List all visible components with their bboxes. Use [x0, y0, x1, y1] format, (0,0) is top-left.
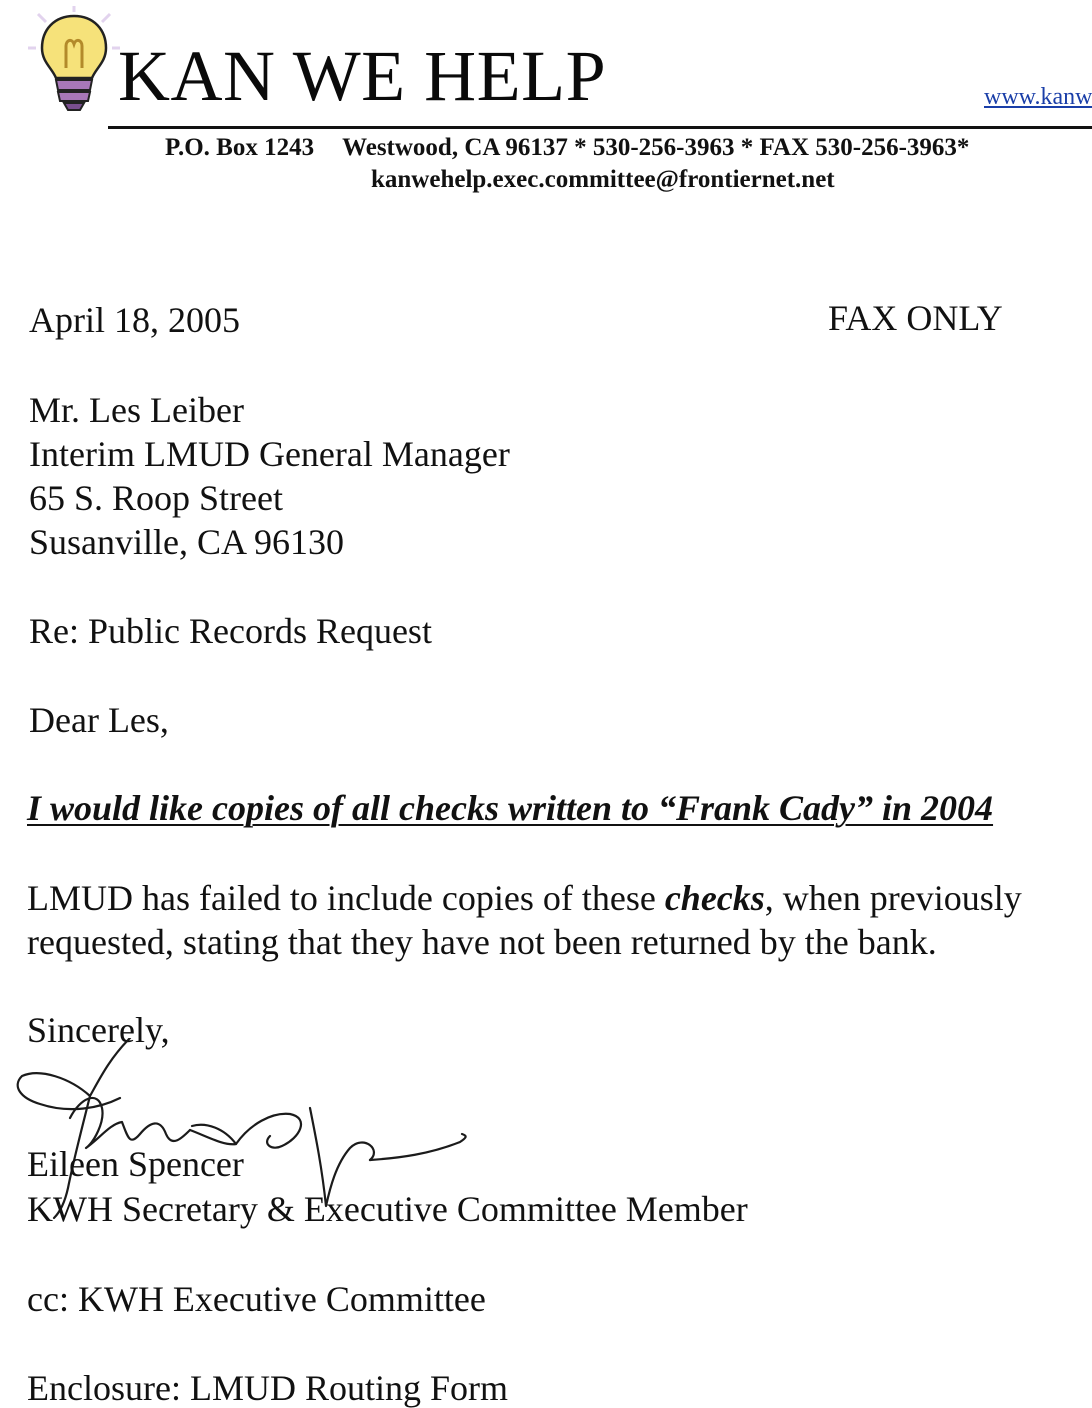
recipient-city: Susanville, CA 96130 [29, 522, 345, 562]
email-address[interactable]: kanwehelp.exec.committee@frontiernet.net [371, 166, 835, 193]
website-link[interactable]: www.kanw [984, 84, 1092, 110]
subject-line: Re: Public Records Request [29, 611, 432, 651]
recipient-name: Mr. Les Leiber [29, 390, 244, 430]
recipient-street: 65 S. Roop Street [29, 478, 284, 518]
signer-name: Eileen Spencer [27, 1144, 244, 1184]
recipient-address-block [29, 392, 510, 568]
letter-date: April 18, 2005 [29, 300, 240, 340]
request-statement: I would like copies of all checks written to “Frank Cady” in 2004 [27, 788, 994, 828]
organization-name: KAN WE HELP [118, 36, 607, 116]
body-paragraph [27, 880, 1022, 968]
recipient-title: Interim LMUD General Manager [29, 434, 510, 474]
emphasized-word: checks [664, 878, 765, 918]
cc-line: cc: KWH Executive Committee [27, 1279, 486, 1319]
body-line-1 [27, 880, 1022, 924]
delivery-method: FAX ONLY [828, 298, 1003, 338]
body-line-2: requested, stating that they have not been returned by the bank. [27, 922, 937, 962]
body-text: , when previously [764, 878, 1022, 918]
enclosure-line: Enclosure: LMUD Routing Form [27, 1368, 508, 1408]
salutation: Dear Les, [29, 700, 169, 740]
city-phone-fax: Westwood, CA 96137 * 530-256-3963 * FAX 530-256-3963* [342, 134, 970, 161]
signer-title: KWH Secretary & Executive Committee Member [27, 1189, 748, 1229]
closing: Sincerely, [27, 1010, 170, 1050]
lightbulb-logo-icon [26, 6, 122, 112]
address-line [165, 134, 997, 162]
po-box: P.O. Box 1243 [165, 134, 315, 161]
letterhead-divider [108, 126, 1092, 129]
body-text: LMUD has failed to include copies of these [27, 878, 665, 918]
